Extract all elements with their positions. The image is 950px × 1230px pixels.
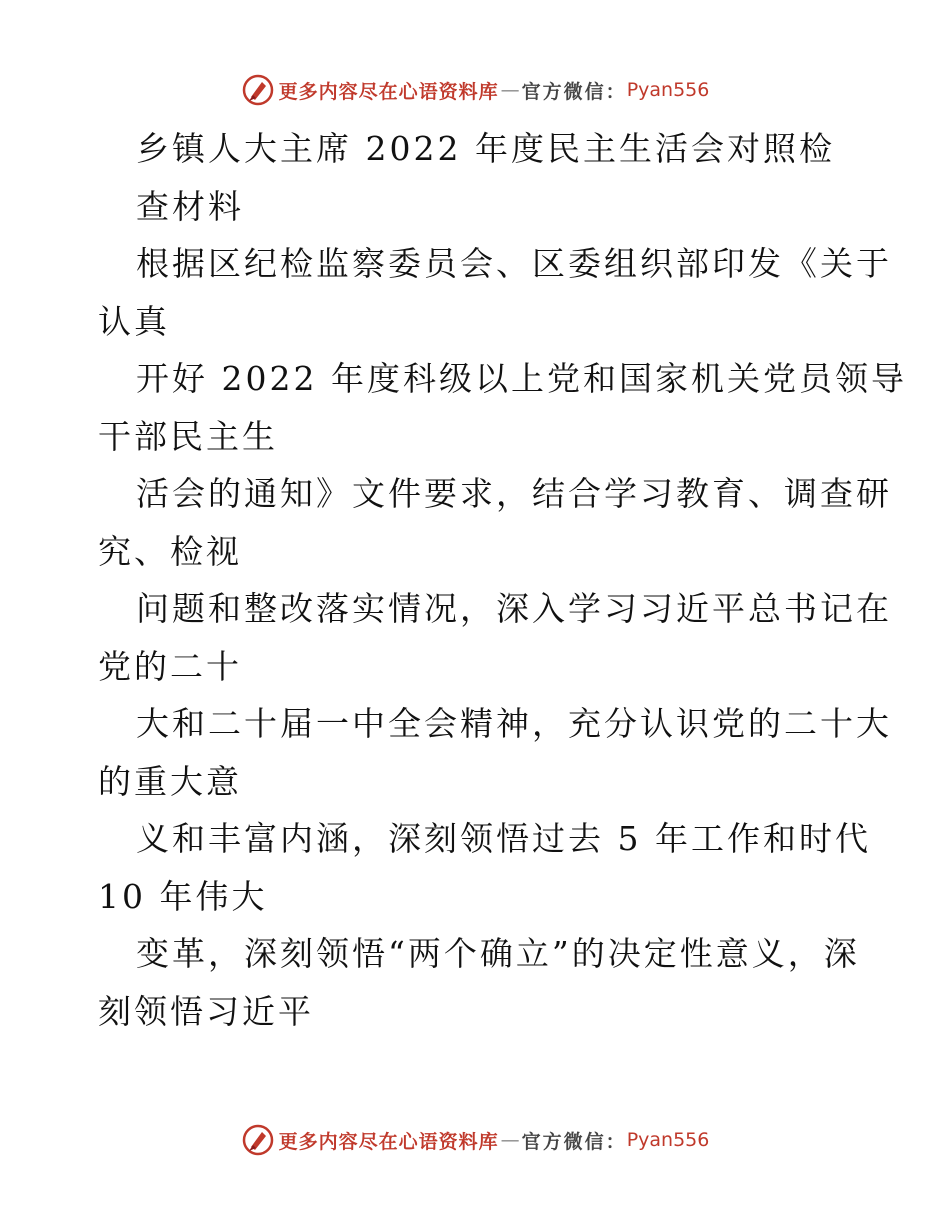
banner-separator: — bbox=[500, 79, 520, 101]
paragraph-line: 义和丰富内涵，深刻领悟过去 5 年工作和时代 bbox=[136, 819, 871, 858]
paragraph-line: 问题和整改落实情况，深入学习习近平总书记在 bbox=[136, 589, 892, 628]
document-title-line-2: 查材料 bbox=[136, 186, 244, 226]
paragraph-line: 根据区纪检监察委员会、区委组织部印发《关于 bbox=[136, 244, 892, 283]
document-body bbox=[98, 120, 907, 1040]
paragraph-line: 究、检视 bbox=[98, 531, 242, 571]
wechat-label: 官方微信： bbox=[521, 1130, 627, 1153]
pen-nib-circle-icon bbox=[241, 1123, 275, 1157]
paragraph-line: 干部民主生 bbox=[98, 416, 278, 456]
paragraph-line: 开好 2022 年度科级以上党和国家机关党员领导 bbox=[136, 359, 907, 398]
paragraph-line: 大和二十届一中全会精神，充分认识党的二十大 bbox=[136, 704, 892, 743]
banner-separator: — bbox=[500, 1129, 520, 1151]
paragraph-line: 刻领悟习近平 bbox=[98, 991, 314, 1031]
paragraph-line: 变革，深刻领悟“两个确立”的决定性意义，深 bbox=[136, 934, 860, 973]
paragraph-line: 10 年伟大 bbox=[98, 876, 268, 916]
banner-text: 更多内容尽在心语资料库 bbox=[278, 80, 499, 103]
document-title-line-1: 乡镇人大主席 2022 年度民主生活会对照检 bbox=[136, 129, 835, 168]
wechat-id: Pyan556 bbox=[626, 79, 710, 101]
paragraph-line: 活会的通知》文件要求，结合学习教育、调查研 bbox=[136, 474, 892, 513]
wechat-id: Pyan556 bbox=[626, 1129, 710, 1151]
header-banner bbox=[0, 70, 950, 110]
paragraph-line: 的重大意 bbox=[98, 761, 242, 801]
banner-text: 更多内容尽在心语资料库 bbox=[278, 1130, 499, 1153]
wechat-label: 官方微信： bbox=[521, 80, 627, 103]
footer-banner bbox=[0, 1120, 950, 1160]
paragraph-line: 认真 bbox=[98, 301, 170, 341]
pen-nib-circle-icon bbox=[241, 73, 275, 107]
paragraph-line: 党的二十 bbox=[98, 646, 242, 686]
